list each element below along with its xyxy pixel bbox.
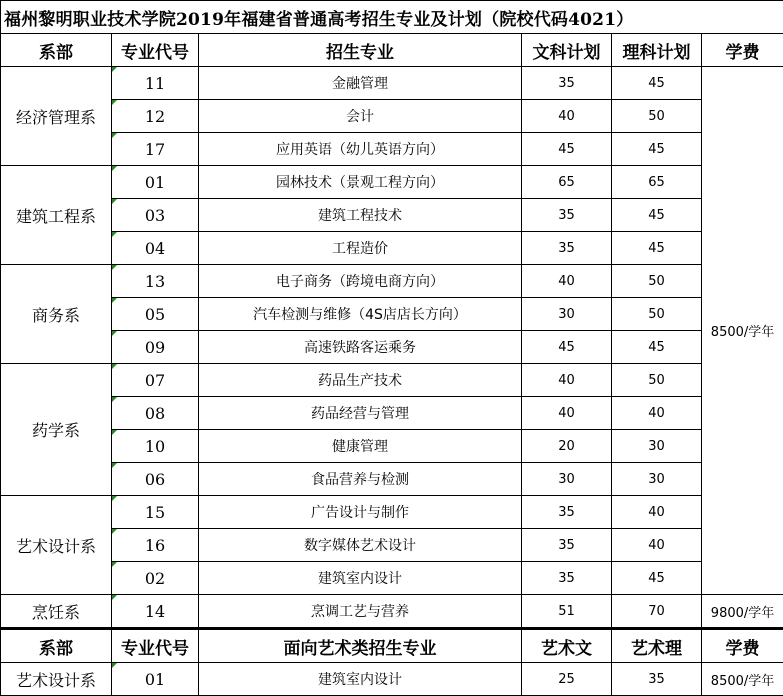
code-cell — [112, 595, 199, 629]
code-cell — [112, 199, 199, 232]
art-header-dept: 系部 — [1, 629, 112, 663]
dept-cell: 经济管理系 — [1, 67, 112, 166]
li-plan-cell: 45 — [612, 67, 702, 100]
cell-marker-icon — [112, 430, 117, 435]
code-text: 07 — [145, 371, 165, 390]
cell-marker-icon — [112, 133, 117, 138]
code-cell — [112, 67, 199, 100]
code-cell — [112, 232, 199, 265]
dept-cell: 烹饪系 — [1, 595, 112, 629]
code-cell — [112, 166, 199, 199]
code-text: 01 — [145, 670, 165, 689]
code-cell — [112, 265, 199, 298]
dept-cell: 建筑工程系 — [1, 166, 112, 265]
wen-plan-cell: 40 — [522, 265, 612, 298]
major-cell: 会计 — [199, 100, 522, 133]
header-row — [1, 34, 783, 67]
table-row — [1, 663, 783, 696]
header-fee: 学费 — [702, 34, 783, 67]
code-cell — [112, 529, 199, 562]
code-cell — [112, 463, 199, 496]
code-text: 15 — [145, 503, 165, 522]
fee-cell: 8500/学年 — [702, 663, 783, 696]
li-plan-cell: 50 — [612, 298, 702, 331]
wen-plan-cell: 30 — [522, 463, 612, 496]
major-cell: 建筑室内设计 — [199, 562, 522, 595]
table-row — [1, 463, 783, 496]
cell-marker-icon — [112, 496, 117, 501]
cell-marker-icon — [112, 595, 117, 600]
table-row — [1, 595, 783, 629]
code-cell — [112, 298, 199, 331]
header-dept: 系部 — [1, 34, 112, 67]
code-cell — [112, 364, 199, 397]
dept-cell: 药学系 — [1, 364, 112, 496]
art-header-major: 面向艺术类招生专业 — [199, 629, 522, 663]
cell-marker-icon — [112, 265, 117, 270]
li-plan-cell: 30 — [612, 430, 702, 463]
li-plan-cell: 45 — [612, 562, 702, 595]
code-text: 06 — [145, 470, 165, 489]
fee-cell: 8500/学年 — [702, 67, 783, 595]
wen-plan-cell: 51 — [522, 595, 612, 629]
art-header-wen: 艺术文 — [522, 629, 612, 663]
header-wen: 文科计划 — [522, 34, 612, 67]
code-text: 02 — [145, 569, 165, 588]
table-row — [1, 67, 783, 100]
cell-marker-icon — [112, 562, 117, 567]
table-row — [1, 562, 783, 595]
table-row — [1, 298, 783, 331]
art-li-cell: 35 — [612, 663, 702, 696]
major-cell: 烹调工艺与营养 — [199, 595, 522, 629]
li-plan-cell: 45 — [612, 232, 702, 265]
code-cell — [112, 562, 199, 595]
wen-plan-cell: 35 — [522, 232, 612, 265]
major-cell: 数字媒体艺术设计 — [199, 529, 522, 562]
wen-plan-cell: 45 — [522, 133, 612, 166]
major-cell: 园林技术（景观工程方向） — [199, 166, 522, 199]
cell-marker-icon — [112, 529, 117, 534]
code-text: 03 — [145, 206, 165, 225]
table-row — [1, 364, 783, 397]
li-plan-cell: 45 — [612, 133, 702, 166]
code-cell — [112, 397, 199, 430]
code-text: 10 — [145, 437, 165, 456]
wen-plan-cell: 35 — [522, 199, 612, 232]
major-cell: 工程造价 — [199, 232, 522, 265]
table-row — [1, 496, 783, 529]
wen-plan-cell: 35 — [522, 562, 612, 595]
major-cell: 应用英语（幼儿英语方向） — [199, 133, 522, 166]
major-cell: 食品营养与检测 — [199, 463, 522, 496]
table-row — [1, 166, 783, 199]
cell-marker-icon — [112, 199, 117, 204]
table-row — [1, 232, 783, 265]
cell-marker-icon — [112, 232, 117, 237]
major-cell: 健康管理 — [199, 430, 522, 463]
table-row — [1, 331, 783, 364]
li-plan-cell: 70 — [612, 595, 702, 629]
dept-cell: 商务系 — [1, 265, 112, 364]
table-row — [1, 133, 783, 166]
table-row — [1, 529, 783, 562]
major-cell: 建筑工程技术 — [199, 199, 522, 232]
wen-plan-cell: 45 — [522, 331, 612, 364]
code-text: 09 — [145, 338, 165, 357]
table-row — [1, 397, 783, 430]
table-row — [1, 430, 783, 463]
code-cell — [112, 663, 199, 696]
code-cell — [112, 331, 199, 364]
li-plan-cell: 45 — [612, 331, 702, 364]
li-plan-cell: 40 — [612, 397, 702, 430]
li-plan-cell: 40 — [612, 496, 702, 529]
wen-plan-cell: 35 — [522, 496, 612, 529]
code-text: 13 — [145, 272, 165, 291]
header-code: 专业代号 — [112, 34, 199, 67]
code-text: 12 — [145, 107, 165, 126]
code-cell — [112, 133, 199, 166]
cell-marker-icon — [112, 166, 117, 171]
code-text: 11 — [145, 74, 165, 93]
header-major: 招生专业 — [199, 34, 522, 67]
li-plan-cell: 50 — [612, 100, 702, 133]
wen-plan-cell: 30 — [522, 298, 612, 331]
li-plan-cell: 50 — [612, 364, 702, 397]
wen-plan-cell: 40 — [522, 364, 612, 397]
art-header-code: 专业代号 — [112, 629, 199, 663]
art-header-fee: 学费 — [702, 629, 783, 663]
major-cell: 电子商务（跨境电商方向） — [199, 265, 522, 298]
code-text: 01 — [145, 173, 165, 192]
major-cell: 建筑室内设计 — [199, 663, 522, 696]
code-text: 08 — [145, 404, 165, 423]
code-cell — [112, 430, 199, 463]
art-header-li: 艺术理 — [612, 629, 702, 663]
dept-cell: 艺术设计系 — [1, 663, 112, 696]
code-text: 05 — [145, 305, 165, 324]
major-cell: 广告设计与制作 — [199, 496, 522, 529]
major-cell: 高速铁路客运乘务 — [199, 331, 522, 364]
table-title: 福州黎明职业技术学院2019年福建省普通高考招生专业及计划（院校代码4021） — [1, 1, 783, 34]
code-text: 17 — [145, 140, 165, 159]
li-plan-cell: 65 — [612, 166, 702, 199]
major-cell: 汽车检测与维修（4S店店长方向） — [199, 298, 522, 331]
dept-cell: 艺术设计系 — [1, 496, 112, 595]
wen-plan-cell: 40 — [522, 100, 612, 133]
cell-marker-icon — [112, 100, 117, 105]
cell-marker-icon — [112, 663, 117, 668]
fee-cell: 9800/学年 — [702, 595, 783, 629]
header-li: 理科计划 — [612, 34, 702, 67]
cell-marker-icon — [112, 364, 117, 369]
major-cell: 金融管理 — [199, 67, 522, 100]
code-text: 16 — [145, 536, 165, 555]
cell-marker-icon — [112, 397, 117, 402]
cell-marker-icon — [112, 298, 117, 303]
wen-plan-cell: 35 — [522, 67, 612, 100]
li-plan-cell: 50 — [612, 265, 702, 298]
code-text: 14 — [145, 602, 165, 621]
art-header-row — [1, 629, 783, 663]
wen-plan-cell: 40 — [522, 397, 612, 430]
wen-plan-cell: 35 — [522, 529, 612, 562]
wen-plan-cell: 20 — [522, 430, 612, 463]
cell-marker-icon — [112, 67, 117, 72]
table-row — [1, 265, 783, 298]
table-row — [1, 199, 783, 232]
major-cell: 药品生产技术 — [199, 364, 522, 397]
li-plan-cell: 40 — [612, 529, 702, 562]
art-wen-cell: 25 — [522, 663, 612, 696]
code-text: 04 — [145, 239, 165, 258]
wen-plan-cell: 65 — [522, 166, 612, 199]
major-cell: 药品经营与管理 — [199, 397, 522, 430]
cell-marker-icon — [112, 331, 117, 336]
code-cell — [112, 496, 199, 529]
code-cell — [112, 100, 199, 133]
li-plan-cell: 45 — [612, 199, 702, 232]
cell-marker-icon — [112, 463, 117, 468]
li-plan-cell: 30 — [612, 463, 702, 496]
table-row — [1, 100, 783, 133]
